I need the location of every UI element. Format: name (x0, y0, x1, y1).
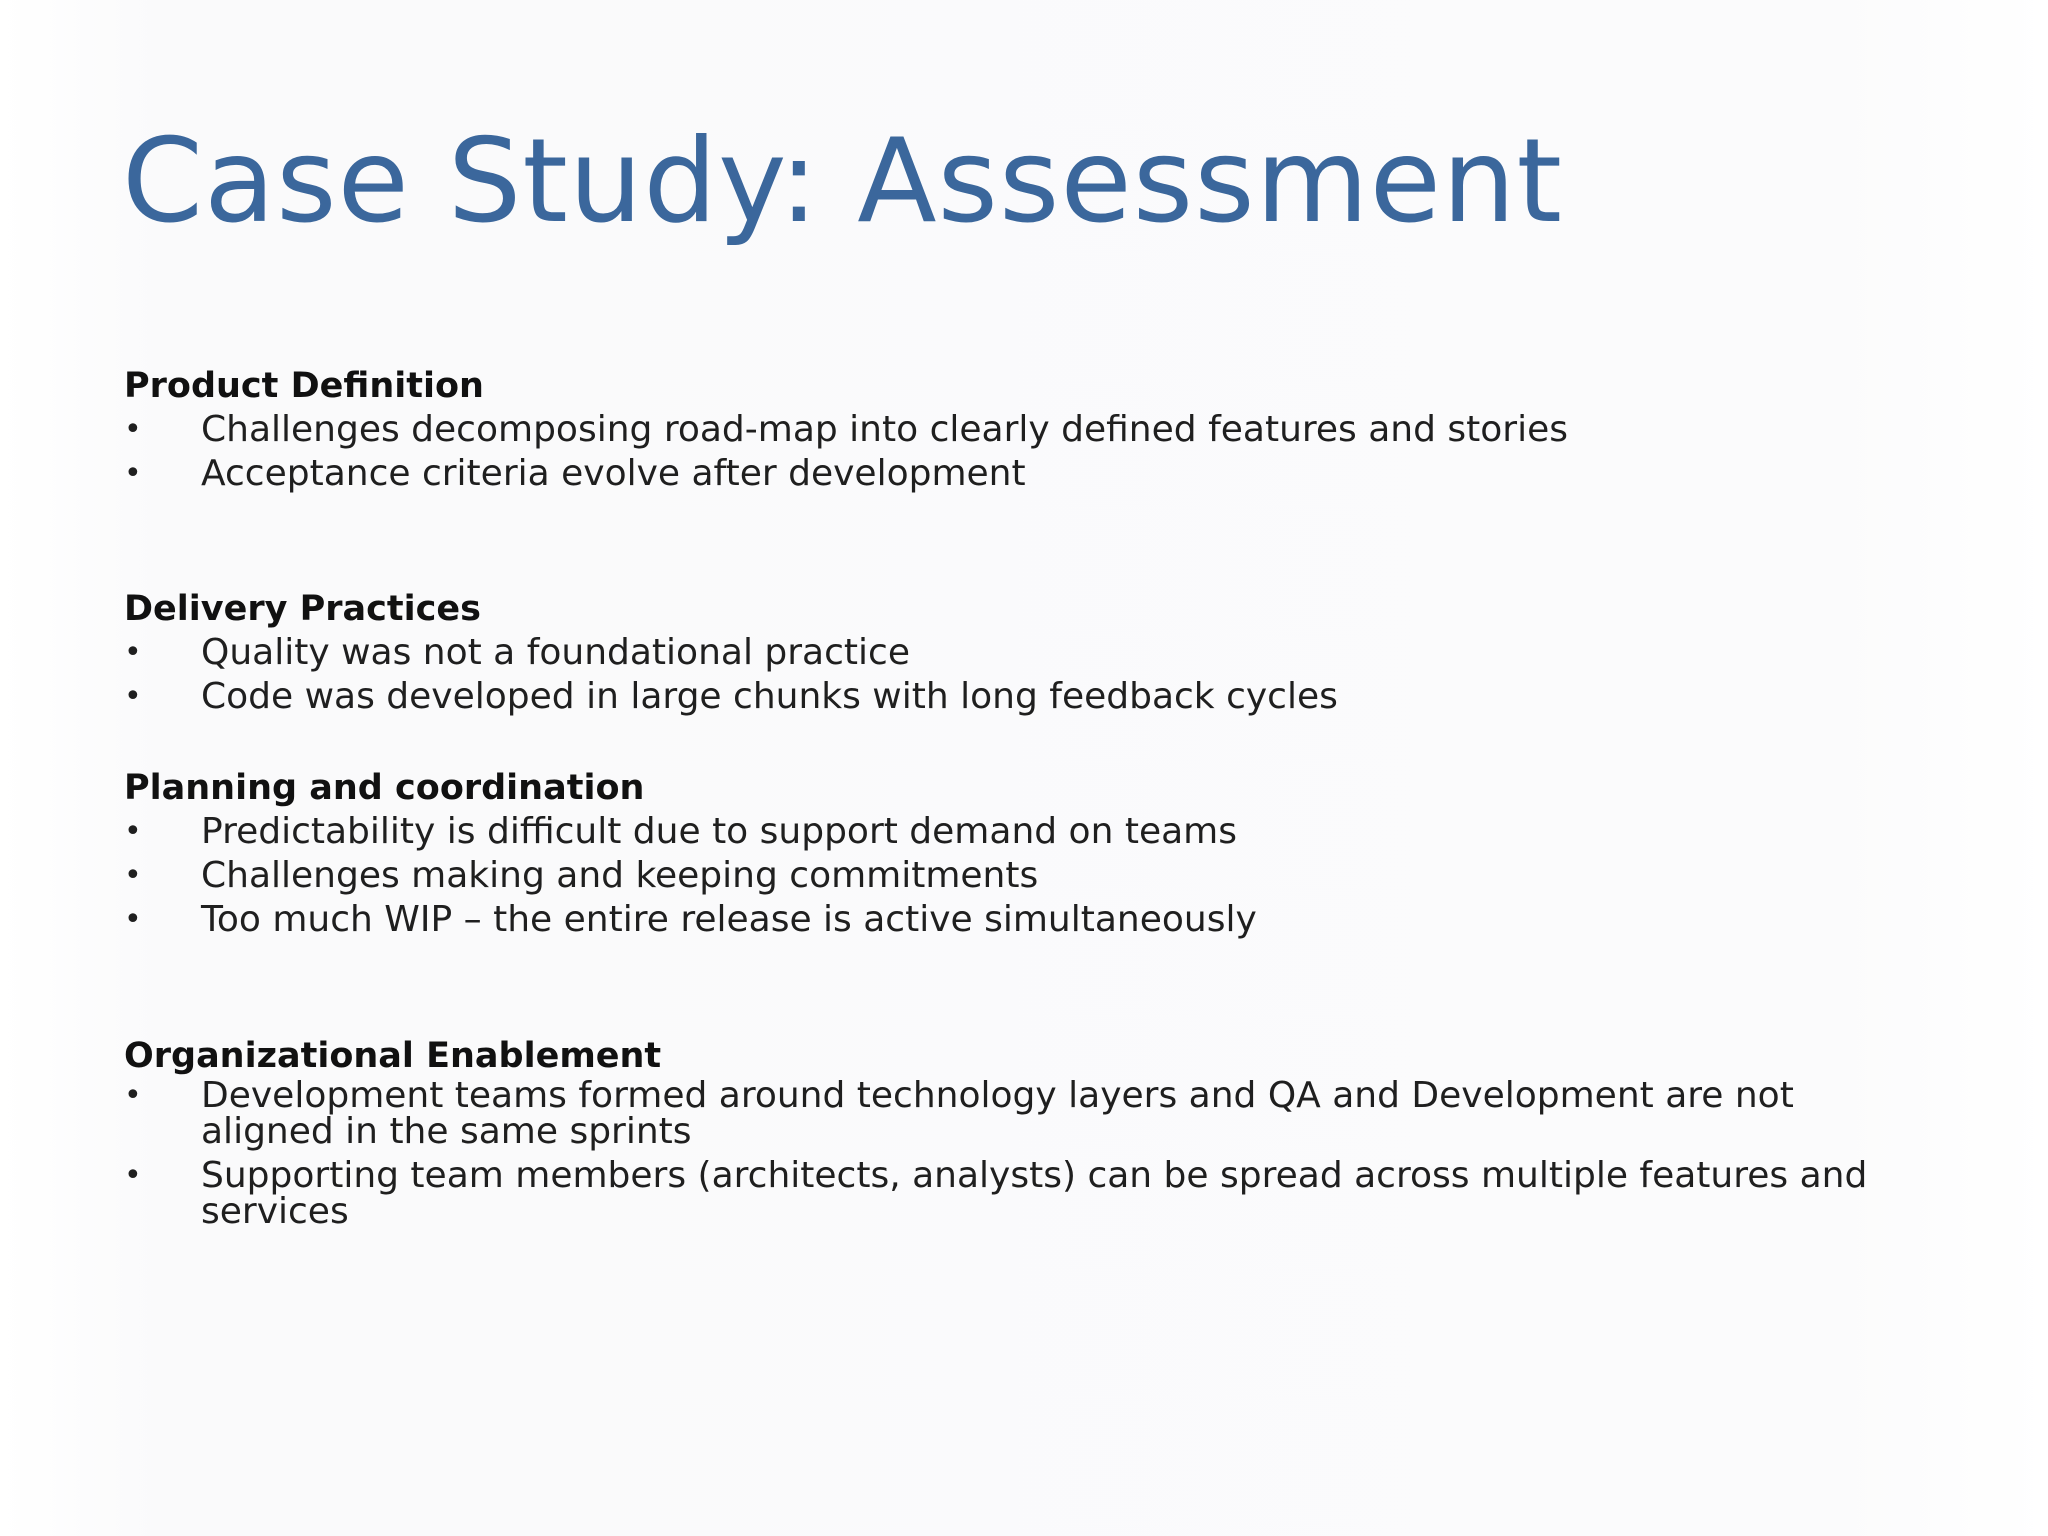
list-item (124, 898, 1924, 942)
list-item-text: Supporting team members (architects, analysts) can be spread across multiple features and services (201, 1155, 1868, 1232)
list-item (124, 1075, 1924, 1152)
list-item-text: Predictability is difficult due to support demand on teams (201, 811, 1237, 852)
bullet-icon: • (124, 412, 142, 447)
list-item (124, 675, 1924, 719)
bullet-icon: • (124, 814, 142, 849)
bullet-icon: • (124, 1078, 142, 1113)
section-heading: Product Definition (124, 366, 484, 406)
list-item (124, 1155, 1924, 1232)
bullet-icon: • (124, 679, 142, 714)
section-heading: Organizational Enablement (124, 1036, 662, 1076)
bullet-icon: • (124, 635, 142, 670)
list-item-text: Quality was not a foundational practice (201, 632, 910, 673)
list-item (124, 810, 1924, 854)
section-product-definition (124, 364, 1924, 496)
section-planning-coordination (124, 766, 1924, 942)
list-item-text: Challenges making and keeping commitments (201, 855, 1039, 896)
list-item-text: Development teams formed around technology layers and QA and Development are not aligned in the same sprints (201, 1075, 1794, 1152)
section-heading: Delivery Practices (124, 589, 481, 629)
bullet-icon: • (124, 456, 142, 491)
list-item-text: Code was developed in large chunks with long feedback cycles (201, 676, 1338, 717)
list-item-text: Acceptance criteria evolve after development (201, 453, 1026, 494)
list-item (124, 452, 1924, 496)
bullet-list (124, 408, 1924, 496)
bullet-icon: • (124, 858, 142, 893)
list-item (124, 408, 1924, 452)
section-organizational-enablement (124, 1034, 1924, 1238)
bullet-list (124, 1075, 1924, 1232)
list-item-text: Challenges decomposing road-map into clearly defined features and stories (201, 409, 1569, 450)
bullet-icon: • (124, 902, 142, 937)
slide-title: Case Study: Assessment (122, 114, 1564, 249)
bullet-list (124, 810, 1924, 942)
section-heading: Planning and coordination (124, 768, 645, 808)
section-delivery-practices (124, 587, 1924, 719)
list-item (124, 631, 1924, 675)
bullet-icon: • (124, 1158, 142, 1193)
list-item (124, 854, 1924, 898)
bullet-list (124, 631, 1924, 719)
list-item-text: Too much WIP – the entire release is active simultaneously (201, 899, 1257, 940)
